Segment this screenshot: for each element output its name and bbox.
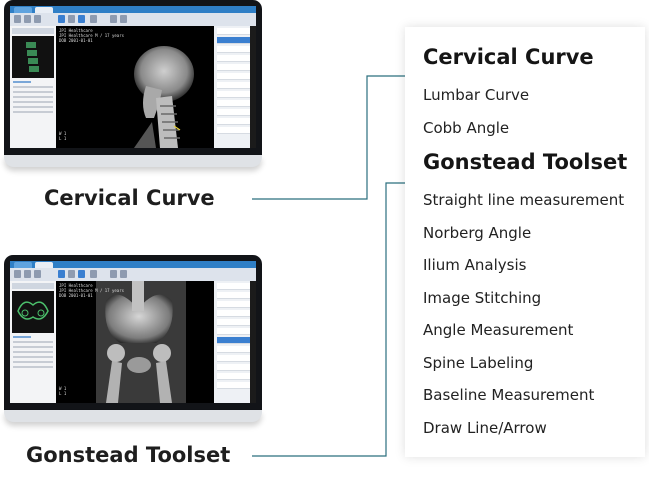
feature-list-panel: [405, 27, 645, 457]
app-right-panel: [214, 26, 256, 148]
app-right-panel: [214, 281, 256, 403]
tool-icon[interactable]: [110, 15, 117, 23]
app-left-panel: [10, 281, 56, 403]
tool-icon[interactable]: [68, 15, 75, 23]
spine-thumbnail-icon: [12, 36, 54, 78]
tool-icon[interactable]: [110, 270, 117, 278]
tool-icon[interactable]: [14, 270, 21, 278]
feature-gonstead-toolset[interactable]: Gonstead Toolset: [423, 150, 628, 174]
app-left-panel: [10, 26, 56, 148]
monitor-bezel: [4, 255, 262, 410]
tool-icon[interactable]: [90, 15, 97, 23]
feature-baseline-measurement[interactable]: Baseline Measurement: [423, 386, 595, 404]
app-screenshot-gonstead: [10, 261, 256, 403]
caption-cervical-curve: Cervical Curve: [44, 186, 215, 210]
feature-spine-labeling[interactable]: Spine Labeling: [423, 354, 534, 372]
monitor-stand: [4, 410, 262, 422]
tool-icon[interactable]: [24, 15, 31, 23]
feature-image-stitching[interactable]: Image Stitching: [423, 289, 542, 307]
tool-icon[interactable]: [24, 270, 31, 278]
monitor-stand: [4, 155, 262, 167]
tool-icon[interactable]: [78, 270, 85, 278]
tool-icon[interactable]: [14, 15, 21, 23]
thumbnail[interactable]: [12, 291, 54, 333]
tool-icon[interactable]: [34, 15, 41, 23]
tool-icon[interactable]: [58, 15, 65, 23]
tool-icon[interactable]: [78, 15, 85, 23]
feature-norberg-angle[interactable]: Norberg Angle: [423, 224, 532, 242]
pelvis-xray-image: [56, 281, 214, 403]
feature-angle-measurement[interactable]: Angle Measurement: [423, 321, 574, 339]
monitor-bezel: [4, 0, 262, 155]
app-toolbar: [10, 13, 256, 26]
thumbnail[interactable]: [12, 36, 54, 78]
feature-ilium-analysis[interactable]: Ilium Analysis: [423, 256, 527, 274]
feature-cervical-curve[interactable]: Cervical Curve: [423, 45, 594, 69]
pelvis-thumbnail-icon: [12, 291, 54, 333]
xray-viewer-cervical[interactable]: JPI Healthcare JPI Healthcare M / 17 years DOB 2001-01-01 W 1 L 1: [56, 26, 214, 148]
app-toolbar: [10, 268, 256, 281]
tool-icon[interactable]: [120, 15, 127, 23]
feature-cobb-angle[interactable]: Cobb Angle: [423, 119, 510, 137]
tool-icon[interactable]: [68, 270, 75, 278]
app-screenshot-cervical: [10, 6, 256, 148]
cervical-xray-image: [56, 26, 214, 148]
xray-viewer-pelvis[interactable]: JPI Healthcare JPI Healthcare M / 17 years DOB 2001-01-01 W 1 L 1: [56, 281, 214, 403]
tool-icon[interactable]: [58, 270, 65, 278]
tool-icon[interactable]: [34, 270, 41, 278]
feature-draw-line-arrow[interactable]: Draw Line/Arrow: [423, 419, 547, 437]
caption-gonstead-toolset: Gonstead Toolset: [26, 443, 231, 467]
tool-icon[interactable]: [90, 270, 97, 278]
tool-icon[interactable]: [120, 270, 127, 278]
feature-straight-line-measurement[interactable]: Straight line measurement: [423, 191, 625, 209]
feature-lumbar-curve[interactable]: Lumbar Curve: [423, 86, 530, 104]
